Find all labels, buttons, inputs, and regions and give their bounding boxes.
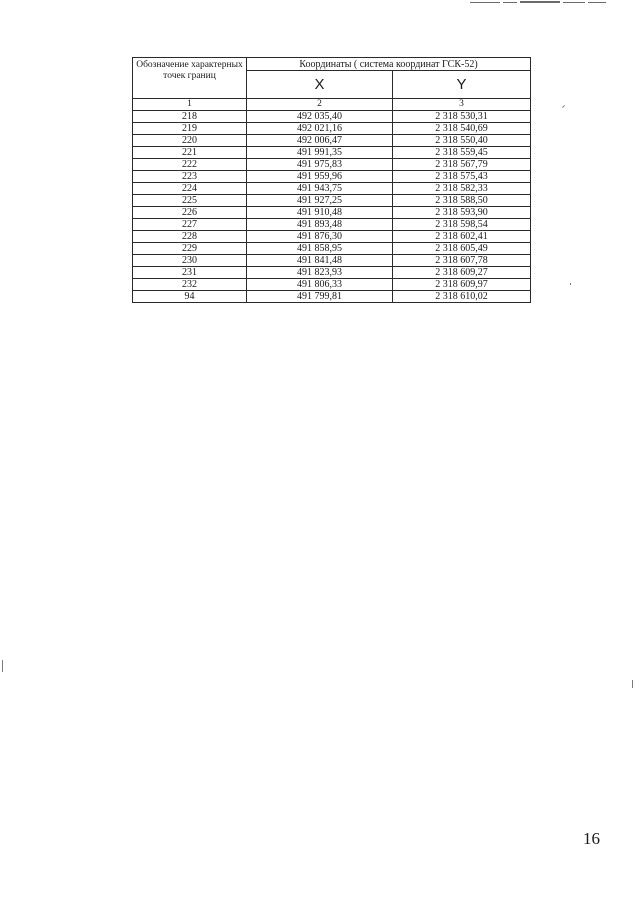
table-row [133, 279, 531, 291]
cell-point: 94 [133, 291, 247, 303]
scan-speck [2, 660, 3, 672]
cell-point: 223 [133, 171, 247, 183]
table-row [133, 159, 531, 171]
cell-point: 225 [133, 195, 247, 207]
table-row [133, 243, 531, 255]
cell-y: 2 318 575,43 [393, 171, 531, 183]
cell-y: 2 318 609,27 [393, 267, 531, 279]
cell-y: 2 318 567,79 [393, 159, 531, 171]
cell-point: 228 [133, 231, 247, 243]
cell-x: 491 959,96 [247, 171, 393, 183]
column-number: 2 [247, 99, 393, 111]
cell-x: 491 806,33 [247, 279, 393, 291]
table-row [133, 231, 531, 243]
cell-point: 226 [133, 207, 247, 219]
table-row [133, 123, 531, 135]
cell-point: 221 [133, 147, 247, 159]
table-row [133, 219, 531, 231]
table-row [133, 147, 531, 159]
cell-x: 491 943,75 [247, 183, 393, 195]
cell-y: 2 318 559,45 [393, 147, 531, 159]
cell-point: 227 [133, 219, 247, 231]
cell-point: 230 [133, 255, 247, 267]
header-y: Y [393, 71, 531, 99]
page-number: 16 [583, 829, 600, 848]
cell-x: 492 035,40 [247, 111, 393, 123]
column-number: 1 [133, 99, 247, 111]
column-number: 3 [393, 99, 531, 111]
cell-y: 2 318 605,49 [393, 243, 531, 255]
coordinates-table [132, 57, 531, 303]
header-designation: Обозначение характерных точек границ [133, 58, 247, 99]
cell-point: 218 [133, 111, 247, 123]
cell-x: 491 975,83 [247, 159, 393, 171]
cell-y: 2 318 593,90 [393, 207, 531, 219]
table-row [133, 255, 531, 267]
table-row [133, 183, 531, 195]
table-row [133, 195, 531, 207]
cell-y: 2 318 530,31 [393, 111, 531, 123]
scan-speck [570, 283, 571, 285]
cell-x: 491 927,25 [247, 195, 393, 207]
header-x: X [247, 71, 393, 99]
cell-y: 2 318 550,40 [393, 135, 531, 147]
cell-x: 492 006,47 [247, 135, 393, 147]
table-row [133, 135, 531, 147]
cell-point: 220 [133, 135, 247, 147]
cell-y: 2 318 607,78 [393, 255, 531, 267]
cell-x: 491 799,81 [247, 291, 393, 303]
cell-x: 491 876,30 [247, 231, 393, 243]
table-row [133, 291, 531, 303]
cell-x: 491 910,48 [247, 207, 393, 219]
scan-speck [632, 680, 633, 688]
cell-y: 2 318 598,54 [393, 219, 531, 231]
table-header-row [133, 58, 531, 71]
scan-speck [562, 105, 565, 108]
cell-x: 491 841,48 [247, 255, 393, 267]
cell-point: 222 [133, 159, 247, 171]
cell-x: 491 893,48 [247, 219, 393, 231]
scan-artifact-top [470, 0, 630, 4]
cell-y: 2 318 610,02 [393, 291, 531, 303]
table-row [133, 207, 531, 219]
cell-point: 224 [133, 183, 247, 195]
table-row [133, 171, 531, 183]
table-row [133, 267, 531, 279]
cell-x: 491 858,95 [247, 243, 393, 255]
cell-y: 2 318 588,50 [393, 195, 531, 207]
cell-x: 492 021,16 [247, 123, 393, 135]
cell-point: 232 [133, 279, 247, 291]
cell-y: 2 318 582,33 [393, 183, 531, 195]
cell-point: 219 [133, 123, 247, 135]
cell-point: 229 [133, 243, 247, 255]
cell-x: 491 991,35 [247, 147, 393, 159]
cell-y: 2 318 609,97 [393, 279, 531, 291]
cell-point: 231 [133, 267, 247, 279]
table-row [133, 111, 531, 123]
table-column-number-row [133, 99, 531, 111]
cell-x: 491 823,93 [247, 267, 393, 279]
header-coordinates: Координаты ( система координат ГСК-52) [247, 58, 531, 71]
cell-y: 2 318 602,41 [393, 231, 531, 243]
cell-y: 2 318 540,69 [393, 123, 531, 135]
